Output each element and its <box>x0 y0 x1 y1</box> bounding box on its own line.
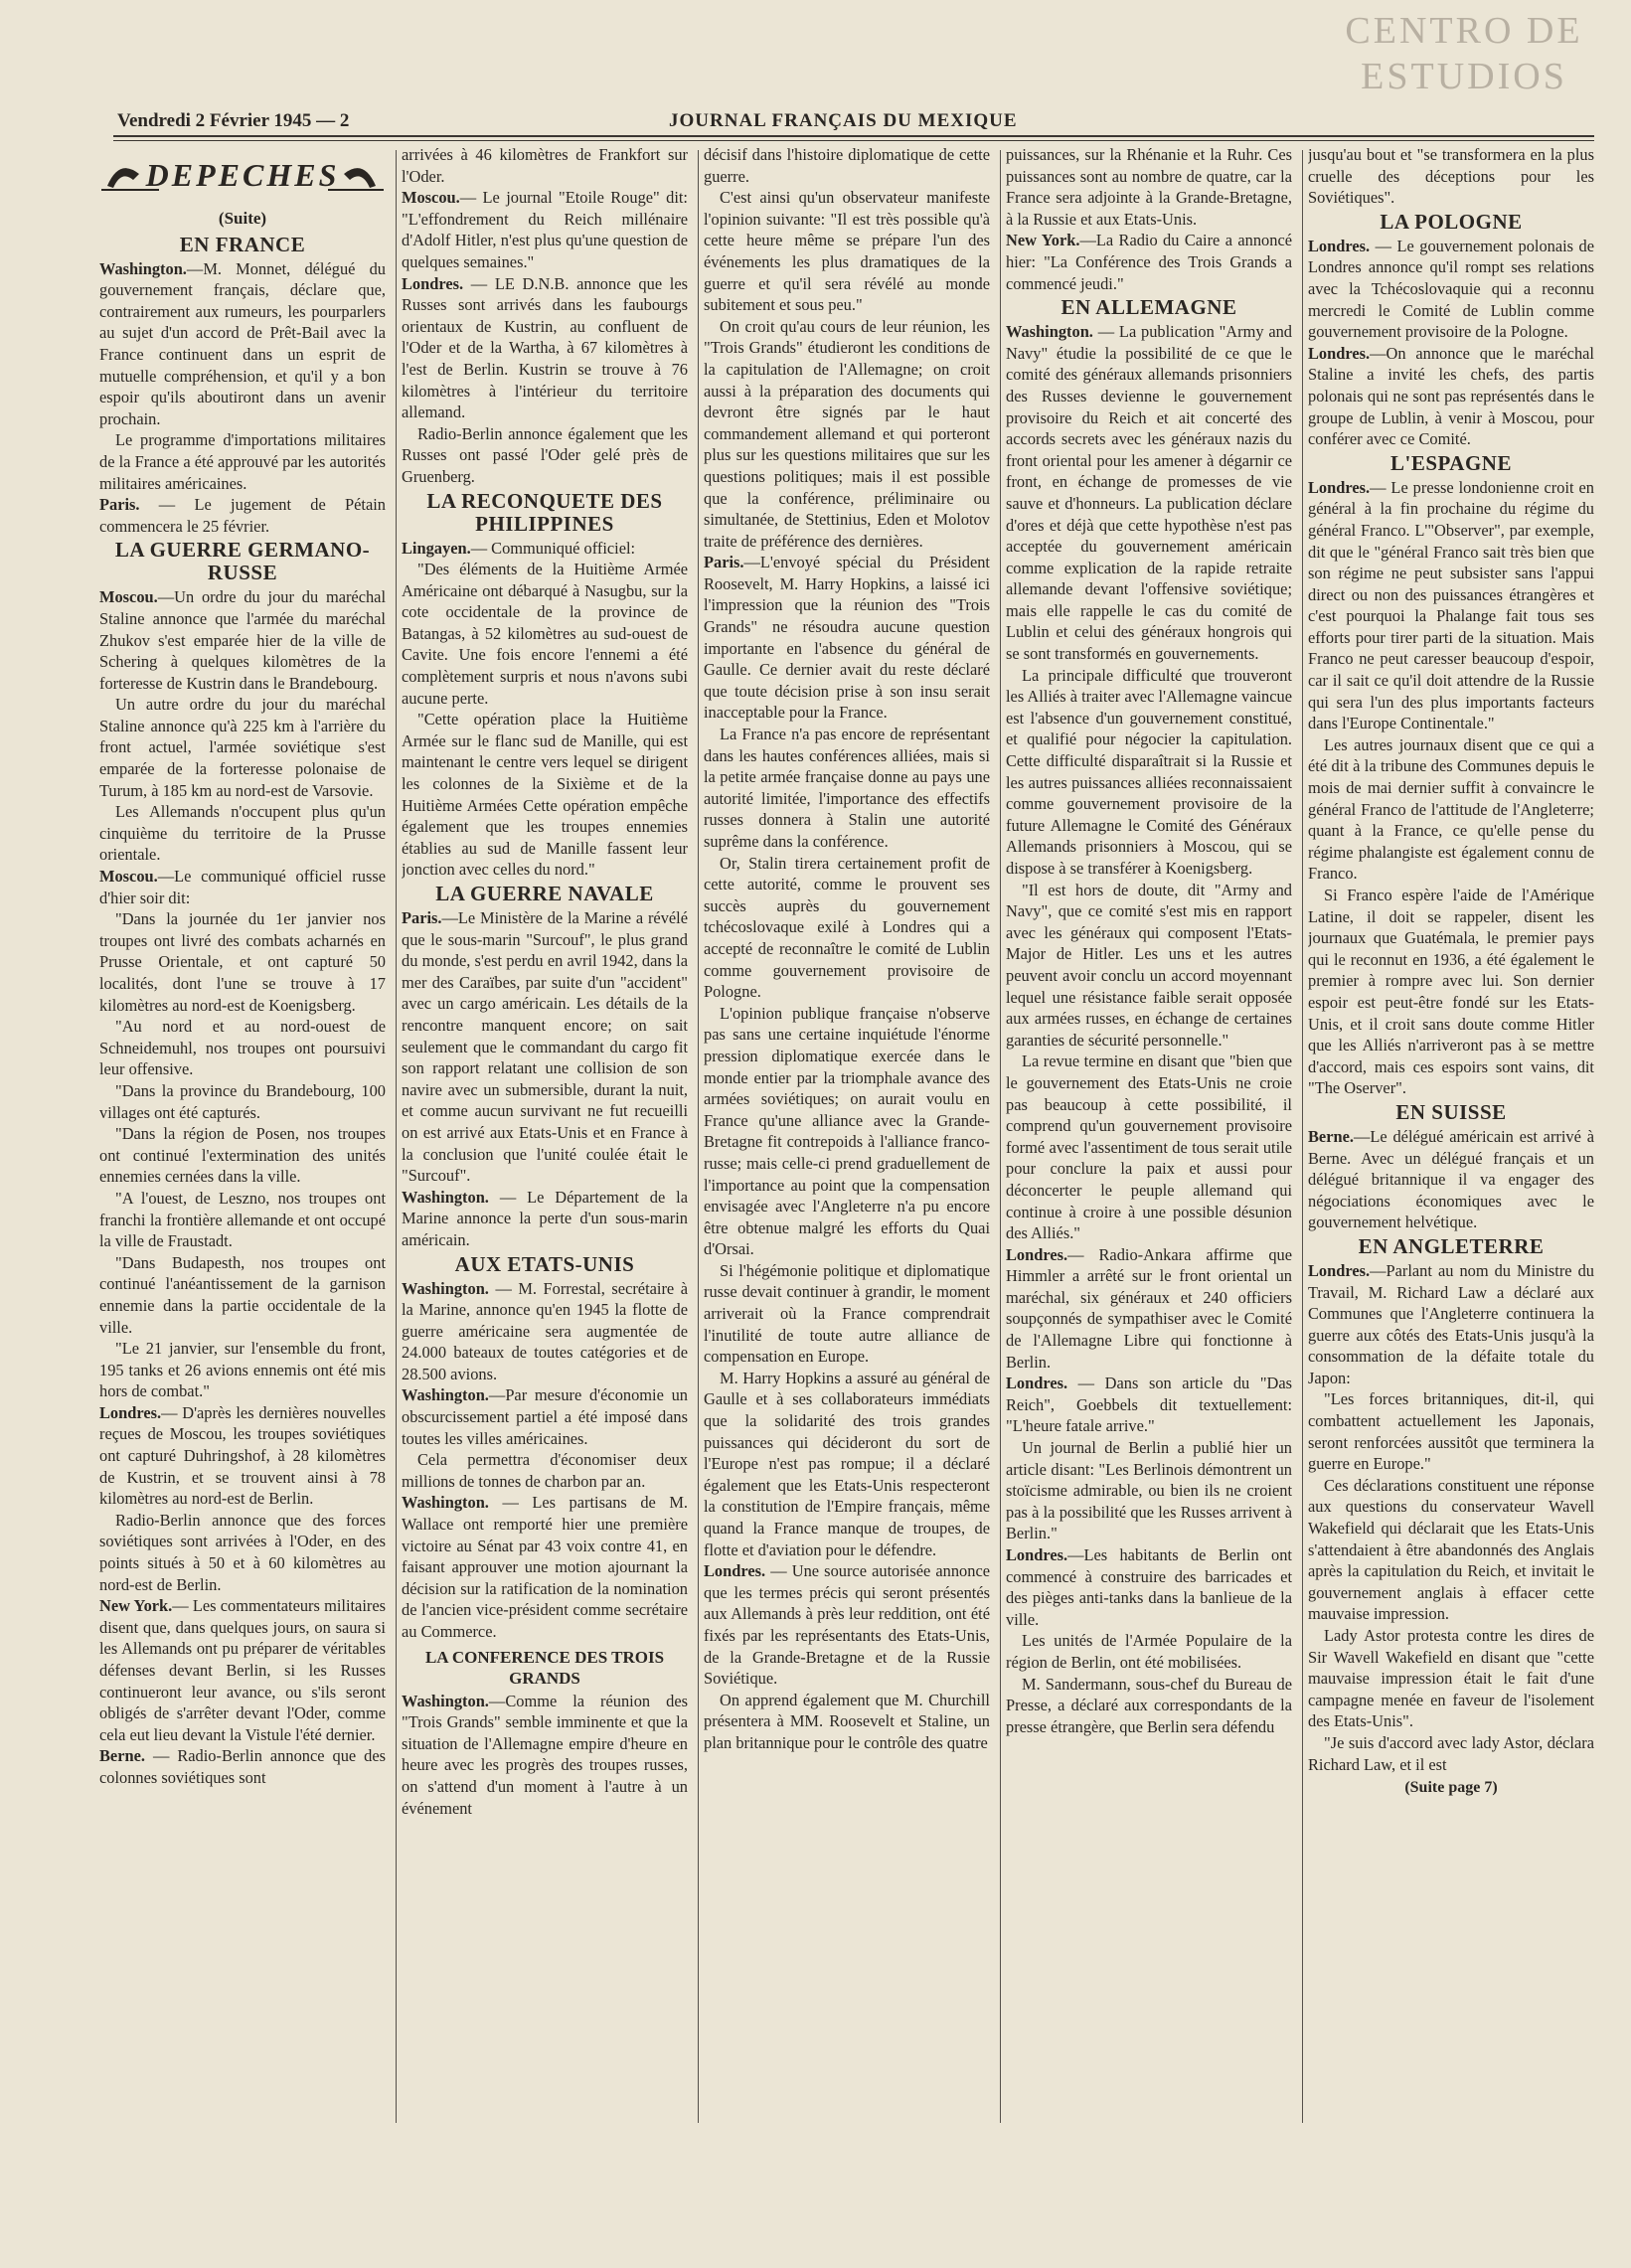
paragraph: "Le 21 janvier, sur l'ensemble du front, 195 tanks et 26 avions ennemis ont été mis hors de combat." <box>99 1339 386 1401</box>
column-3 <box>704 144 990 2132</box>
paragraph: Un autre ordre du jour du maréchal Staline annonce qu'à 225 km à l'arrière du front actuel, l'armée soviétique s'est emparée de la forteresse polonaise de Turum, à 185 km au nord-est de Varsovie. <box>99 695 386 800</box>
paragraph: Washington. — Le Département de la Marine annonce la perte d'un sous-marin américain. <box>402 1187 688 1249</box>
paragraph: Londres. — Une source autorisée annonce que les termes précis qui seront présentés aux Allemands à près leur reddition, ont été fixés par les représentants des Etats-Unis, de la Grande-Bretagne et de la Russie Soviétique. <box>704 1561 990 1689</box>
paragraph: Berne. — Radio-Berlin annonce que des colonnes soviétiques sont <box>99 1746 386 1787</box>
issue-date: Vendredi 2 Février 1945 — 2 <box>117 110 350 131</box>
paragraph: Si l'hégémonie politique et diplomatique russe devait continuer à grandir, le moment arriverait où la France comprendrait l'inutilité de toute autre alliance de compensation en Europe. <box>704 1260 990 1367</box>
watermark-line-1: CENTRO DE <box>1345 10 1583 52</box>
paragraph: "Il est hors de doute, dit "Army and Navy", que ce comité s'est mis en rapport avec les généraux qui composent l'Etats-Major de Hitler. Les uns et les autres peuvent avoir conclu un accord moyennant lequel une résistance faible serait opposée aux armées russes, en échange de certaines garanties de sécurité personnelle." <box>1006 880 1292 1050</box>
paragraph: Londres.—Parlant au nom du Ministre du Travail, M. Richard Law a déclaré aux Communes que l'Angleterre continuera la guerre aux côtés des Etats-Unis jusqu'à la consommation de la défaite totale du Japon: <box>1308 1260 1594 1387</box>
paragraph: New York.— Les commentateurs militaires disent que, dans quelques jours, on saura si les Allemands ont pu préparer de véritables défenses devant Berlin, si les Russes continueront leur avance, ou s'ils seront obligés de s'arrêter devant l'Oder, comme cela eut lieu devant la Vistule l'été dernier. <box>99 1596 386 1744</box>
column-divider <box>396 150 397 2123</box>
heading-la-pologne: LA POLOGNE <box>1380 209 1523 234</box>
paragraph: "Cette opération place la Huitième Armée sur le flanc sud de Manille, qui est maintenant le centre vers lequel se dirigent les colonnes de la Sixième et de la Huitième Armées Cette opération empêche également que les troupes ennemies établies au sud de Manille fassent leur jonction avec celles du nord." <box>402 710 688 880</box>
paragraph: La France n'a pas encore de représentant dans les hautes conférences alliées, mais si la petite armée française donne au pays une autorité limitée, l'importance des effectifs russes donnera à Stalin une autorité suprême dans la conférence. <box>704 725 990 851</box>
continued-on-page-7: (Suite page 7) <box>1404 1779 1498 1797</box>
paragraph: Londres.— D'après les dernières nouvelles reçues de Moscou, les troupes soviétiques ont capturé Duhringshof, à 28 kilomètres de Kustrin, et se trouvent ainsi à 78 kilomètres au nord-est de Berlin. <box>99 1402 386 1509</box>
paragraph: Paris.—Le Ministère de la Marine a révélé que le sous-marin "Surcouf", le plus grand du monde, s'est perdu en avril 1942, dans la mer des Caraïbes, par suite d'un "accident" avec un cargo américain. Les détails de la rencontre manquent encore; on sait seulement que le commandant du cargo fit son rapport relatant une collision de son navire avec un submersible, durant la nuit, et comme aucun survivant ne fut recueilli on est arrivé aux Etats-Unis et en France à la conclusion que l'unité coulée était le "Surcouf". <box>402 908 688 1186</box>
paragraph: arrivées à 46 kilomètres de Frankfort sur l'Oder. <box>402 145 688 186</box>
paragraph: "Au nord et au nord-ouest de Schneidemuhl, nos troupes ont poursuivi leur offensive. <box>99 1017 386 1079</box>
paragraph: Cela permettra d'économiser deux millions de tonnes de charbon par an. <box>402 1450 688 1491</box>
paragraph: "Dans la province du Brandebourg, 100 villages ont été capturés. <box>99 1080 386 1122</box>
header-rule-thin <box>113 140 1594 141</box>
heading-guerre-navale: LA GUERRE NAVALE <box>435 882 654 905</box>
paragraph: On croit qu'au cours de leur réunion, les "Trois Grands" étudieront les conditions de la capitulation de l'Allemagne; on croit aussi à la préparation des documents qui devront être signés par le haut commandement allemand et qui porteront plus sur les questions militaires que sur les questions politiques; mais il est possible que la conférence, préliminaire ou simultanée, de Stettinius, Eden et Molotov traite de préférence des dernières. <box>704 316 990 551</box>
paragraph: L'opinion publique française n'observe pas sans une certaine inquiétude l'énorme pression diplomatique exercée dans le monde entier par la triomphale avance des armées soviétiques; on aurait voulu en France qu'une alliance avec la Grande-Bretagne fit contrepoids à l'alliance franco-russe; mais celle-ci prend graduellement de l'importance au point que la compensation envisagée avec l'Angleterre n'a pu encore être obtenue malgré les efforts du Quai d'Orsai. <box>704 1003 990 1259</box>
paragraph: Les autres journaux disent que ce qui a été dit à la tribune des Communes depuis le mois de mai dernier suffit à convaincre le général Franco de l'attitude de l'Angleterre; quant à la France, ce qu'elle pense du régime phalangiste est également connu de Franco. <box>1308 734 1594 884</box>
paragraph: Moscou.—Le communiqué officiel russe d'hier soir dit: <box>99 867 386 907</box>
paragraph: Londres.—Les habitants de Berlin ont commencé à construire des barricades et des pièges anti-tanks dans la banlieue de la ville. <box>1006 1545 1292 1629</box>
paragraph: Washington.—Par mesure d'économie un obscurcissement partiel a été imposé dans toutes les villes américaines. <box>402 1385 688 1448</box>
paragraph: Washington. — Les partisans de M. Wallace ont remporté hier une première victoire au Sénat par 43 voix contre 41, en faisant approuver une motion ajournant la décision sur la ratification de la nomination de l'ancien vice-président comme secrétaire au Commerce. <box>402 1493 688 1641</box>
paragraph: M. Sandermann, sous-chef du Bureau de Presse, a déclaré aux correspondants de la presse étrangère, que Berlin sera défendu <box>1006 1674 1292 1736</box>
paragraph: Londres. — Le gouvernement polonais de Londres annonce qu'il rompt ses relations avec la Tchécoslovaquie qui a reconnu mercredi le Comité de Lublin comme gouvernement provisoire de la Pologne. <box>1308 236 1594 342</box>
heading-l-espagne: L'ESPAGNE <box>1390 450 1512 475</box>
paragraph: Londres.—On annonce que le maréchal Staline a invité les chefs, des partis polonais qui ne sont pas représentés dans le groupe de Lublin, à venir à Moscou, pour conférer avec ce Comité. <box>1308 343 1594 449</box>
heading-reconquete-philippines: LA RECONQUETE DES PHILIPPINES <box>426 488 663 536</box>
paragraph: Si Franco espère l'aide de l'Amérique Latine, il doit se rappeler, disent les journaux que Guatémala, le premier pays qui le reconnut en 1936, a été également le premier à rompre avec lui. Son dernier espoir est peut-être fondé sur les Etats-Unis, et il croit sans doute comme Hitler que les Alliés n'arriveront pas à se mettre d'accord, mais ces espoirs sont vains, dit "The Oserver". <box>1308 886 1594 1098</box>
column-5 <box>1308 144 1594 2132</box>
depeches-banner-graphic <box>99 144 386 204</box>
paragraph: Paris.—L'envoyé spécial du Président Roosevelt, M. Harry Hopkins, a laissé ici l'impression que la réunion des "Trois Grands" ne résoudra aucune question importante en l'absence du général de Gaulle. Ce dernier avait du reste déclaré que toute décision prise à son insu serait inacceptable pour la France. <box>704 553 990 723</box>
paragraph: Washington.—Comme la réunion des "Trois Grands" semble imminente et que la situation de l'Allemagne empire d'heure en heure avec les progrès des troupes russes, on s'attend d'un moment à l'autre à un événement <box>402 1691 688 1818</box>
paragraph: Londres.— Radio-Ankara affirme que Himmler a arrêté sur le front oriental un maréchal, six généraux et 240 officiers soupçonnés de sympathiser avec le Comité de l'Allemagne Libre qui fonctionne à Berlin. <box>1006 1244 1292 1372</box>
newspaper-title: JOURNAL FRANÇAIS DU MEXIQUE <box>669 110 1018 131</box>
watermark-line-2: ESTUDIOS <box>1361 56 1567 97</box>
paragraph: "A l'ouest, de Leszno, nos troupes ont franchi la frontière allemande et ont occupé la ville de Fraustadt. <box>99 1188 386 1251</box>
paragraph: Washington. — M. Forrestal, secrétaire à la Marine, annonce qu'en 1945 la flotte de guerre américaine sera augmentée de 24.000 bateaux de toutes catégories et de 28.500 avions. <box>402 1278 688 1383</box>
paragraph: décisif dans l'histoire diplomatique de cette guerre. <box>704 145 990 186</box>
paragraph: Le programme d'importations militaires de la France a été approuvé par les autorités militaires américaines. <box>99 430 386 493</box>
depeches-banner <box>99 144 386 206</box>
paragraph: jusqu'au bout et "se transformera en la plus cruelle des déceptions pour les Soviétiques". <box>1308 145 1594 208</box>
paragraph: M. Harry Hopkins a assuré au général de Gaulle et à ses collaborateurs immédiats que la solidarité des trois grandes puissances qui décideront du sort de l'Europe n'est pas rompue; il a déclaré également que les Etats-Unis respecteront la constitution de l'Empire français, même quand la France manque de troupes, de flotte et d'aviation pour le défendre. <box>704 1368 990 1559</box>
paragraph: New York.—La Radio du Caire a annoncé hier: "La Conférence des Trois Grands a commencé jeudi." <box>1006 231 1292 293</box>
paragraph: Berne.—Le délégué américain est arrivé à Berne. Avec un délégué français et un délégué britannique il va engager des négociations économiques avec le gouvernement helvétique. <box>1308 1126 1594 1232</box>
paragraph: Un journal de Berlin a publié hier un article disant: "Les Berlinois démontrent un stoïcisme admirable, ou bien ils ne croient pas à la possibilité que les Russes arrivent à Berlin." <box>1006 1438 1292 1543</box>
paragraph: Radio-Berlin annonce que des forces soviétiques sont arrivées à l'Oder, en des points situés à 50 et à 60 kilomètres au nord-est de Berlin. <box>99 1510 386 1594</box>
paragraph: "Les forces britanniques, dit-il, qui combattent actuellement les Japonais, seront renforcées aussitôt que terminera la guerre en Europe." <box>1308 1389 1594 1474</box>
paragraph: "Je suis d'accord avec lady Astor, déclara Richard Law, et il est <box>1308 1732 1594 1774</box>
paragraph: Londres. — Dans son article du "Das Reich", Goebbels dit textuellement: "L'heure fatale arrive." <box>1006 1374 1292 1436</box>
column-divider <box>1000 150 1001 2123</box>
banner-title: DEPECHES <box>145 157 340 193</box>
column-2 <box>402 144 688 2132</box>
paragraph: "Dans la région de Posen, nos troupes ont continué l'extermination des unités ennemies cernées dans la ville. <box>99 1124 386 1187</box>
paragraph: puissances, sur la Rhénanie et la Ruhr. Ces puissances sont au nombre de quatre, car la France sera adjointe à la Grande-Bretagne, à la Russie et aux Etats-Unis. <box>1006 145 1292 229</box>
archive-watermark <box>1335 8 1593 99</box>
paragraph: Moscou.—Un ordre du jour du maréchal Staline annonce que l'armée du maréchal Zhukov s'est emparée hier de la ville de Schering à quelques kilomètres de la forteresse de Kustrin dans le Brandebourg. <box>99 587 386 693</box>
page-header <box>117 107 1592 135</box>
paragraph: C'est ainsi qu'un observateur manifeste l'opinion suivante: "Il est très possible qu'à cette heure même se prépare l'un des événements les plus dramatiques de la guerre et qu'il sera révélé au monde subitement et sous peu." <box>704 188 990 315</box>
paragraph: Les unités de l'Armée Populaire de la région de Berlin, ont été mobilisées. <box>1006 1631 1292 1672</box>
paragraph: Londres. — LE D.N.B. annonce que les Russes sont arrivés dans les faubourgs orientaux de Kustrin, au confluent de l'Oder et de la Wartha, à 67 kilomètres à l'est de Berlin. Kustrin se trouve à 76 kilomètres à l'intérieur du territoire allemand. <box>402 273 688 422</box>
paragraph: La revue termine en disant que "bien que le gouvernement des Etats-Unis ne croie pas beaucoup à cette possibilité, il comprend qu'un gouvernement provisoire formé avec l'assentiment de tous serait utile pour conclure la paix et aussi pour déconcerter le peuple allemand qui continue à croire à une possible désunion des Alliés." <box>1006 1052 1292 1243</box>
paragraph: On apprend également que M. Churchill présentera à MM. Roosevelt et Staline, un plan britannique pour le contrôle des quatre <box>704 1690 990 1752</box>
paragraph: Ces déclarations constituent une réponse aux questions du conservateur Wavell Wakefield qui déclarait que les Etats-Unis s'attendaient à être abandonnés des Anglais après la capitulation du Reich, et invitait le gouvernement anglais à effacer cette mauvaise impression. <box>1308 1475 1594 1624</box>
paragraph: Lady Astor protesta contre les dires de Sir Wavell Wakefield en disant que "cette mauvaise impression était le fait d'une campagne menée en faveur de l'isolement des Etats-Unis". <box>1308 1626 1594 1731</box>
heading-en-france: EN FRANCE <box>179 232 306 256</box>
paragraph: "Des éléments de la Huitième Armée Américaine ont débarqué à Nasugbu, sur la cote occidentale de la province de Batangas, à 52 kilomètres au sud-ouest de Cavite. Une fois encore l'ennemi a été complètement surpris et nous n'avons subi aucune perte. <box>402 560 688 708</box>
paragraph: Paris. — Le jugement de Pétain commencera le 25 février. <box>99 495 386 536</box>
heading-en-suisse: EN SUISSE <box>1395 1099 1507 1124</box>
column-divider <box>1302 150 1303 2123</box>
header-rule <box>113 135 1594 137</box>
paragraph: Washington.—M. Monnet, délégué du gouvernement français, déclare que, contrairement aux rumeurs, les pourparlers au sujet d'un accord de Prêt-Bail avec la France continuent dans un esprit de mutuelle compréhension, et qu'il y a bon espoir qu'ils aboutiront dans un avenir prochain. <box>99 258 386 428</box>
paragraph: La principale difficulté que trouveront les Alliés à traiter avec l'Allemagne vaincue est l'absence d'un gouvernement constitué, et qualifié pour négocier la capitulation. Cette difficulté disparaîtrait si la Russie et les autres puissances alliées reconnaissaient comme gouvernement provisoire de la future Allemagne le Comité des Généraux Allemands prisonniers à Moscou, qui se dispose à se transférer à Koenigsberg. <box>1006 665 1292 878</box>
paragraph: Lingayen.— Communiqué officiel: <box>402 538 636 558</box>
paragraph: Londres.— Le presse londonienne croit en général à la fin prochaine du régime du général Franco. L'"Observer", par exemple, dit que le "général Franco sait très bien que son régime ne peut subsister sans l'appui direct ou non des puissances étrangères et c'est pourquoi la Phalange fait tous ses efforts pour tirer parti de la situation. Mais Franco ne peut caresser beaucoup d'espoir, car il sait ce qu'il doit attendre de la Russie qui sera l'un des plus importants facteurs dans l'Europe Continentale." <box>1308 477 1594 733</box>
paragraph: Les Allemands n'occupent plus qu'un cinquième du territoire de la Prusse orientale. <box>99 802 386 865</box>
heading-en-angleterre: EN ANGLETERRE <box>1358 1233 1545 1258</box>
heading-en-allemagne: EN ALLEMAGNE <box>1060 295 1237 320</box>
column-1 <box>99 144 386 2132</box>
article-columns <box>99 144 1595 2132</box>
paragraph: Radio-Berlin annonce également que les Russes ont passé l'Oder gelé près de Gruenberg. <box>402 423 688 486</box>
paragraph: "Dans la journée du 1er janvier nos troupes ont livré des combats acharnés en Prusse Orientale, et ont capturé 50 localités, dont l'une se trouve à 17 kilomètres au nord-est de Koenigsberg. <box>99 909 386 1015</box>
heading-aux-etats-unis: AUX ETATS-UNIS <box>454 1251 635 1276</box>
column-divider <box>698 150 699 2123</box>
paragraph: "Dans Budapesth, nos troupes ont continué l'anéantissement de la garnison ennemie dans la partie occidentale de la ville. <box>99 1252 386 1337</box>
heading-conference-trois-grands: LA CONFERENCE DES TROIS GRANDS <box>424 1647 665 1688</box>
column-4 <box>1006 144 1292 2132</box>
paragraph: Moscou.— Le journal "Etoile Rouge" dit: "L'effondrement du Reich millénaire d'Adolf Hitler, n'est plus qu'une question de quelques semaines." <box>402 188 688 271</box>
paragraph: Or, Stalin tirera certainement profit de cette autorité, comme le prouvent ses succès auprès du gouvernement tchécoslovaque exilé à Londres qui a accepté de reconnaître le comité de Lublin comme gouvernement provisoire de Pologne. <box>704 853 990 1002</box>
heading-guerre-germano-russe: LA GUERRE GERMANO-RUSSE <box>114 538 371 585</box>
suite-label: (Suite) <box>218 209 267 228</box>
paragraph: Washington. — La publication "Army and Navy" étudie la possibilité de ce que le comité des généraux allemands prisonniers des Russes devienne le gouvernement provisoire du Reich et ait concerté des accords secrets avec les généraux nazis du front oriental pour les amener à dégarnir ce front, en échange de promesses de vie sauve et d'honneurs. La publication déclare d'ores et déjà que cette hypothèse n'est pas acceptée du gouvernement américain comme explication de la rapide retraite allemande devant l'offensive soviétique; mais elle rappelle le cas du comité de Lublin et celui des généraux hongrois qui se sont transformés en gouvernements. <box>1006 322 1292 664</box>
